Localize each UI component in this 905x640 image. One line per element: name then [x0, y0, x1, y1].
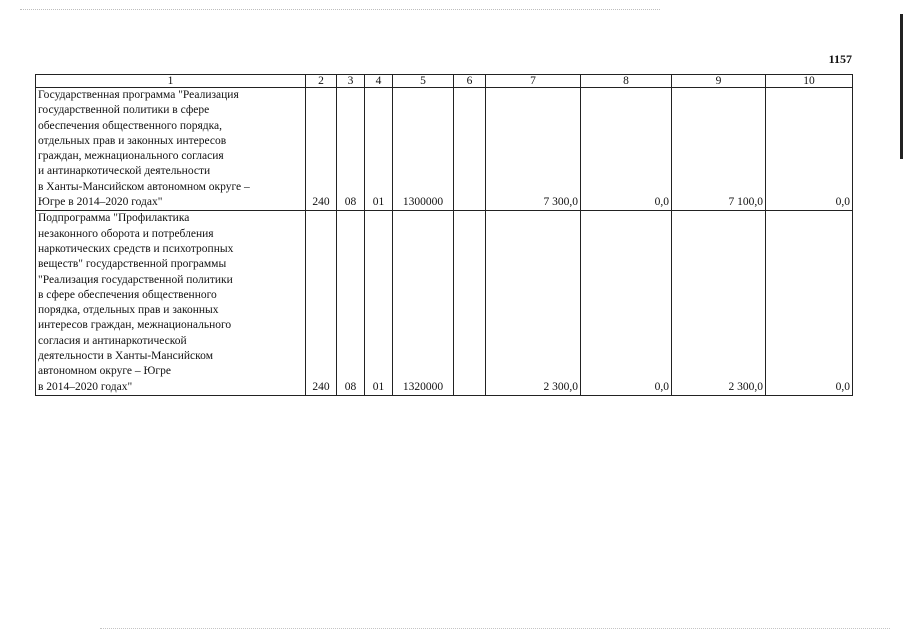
name-line: обеспечения общественного порядка,: [38, 119, 223, 132]
page-number: 1157: [828, 52, 852, 66]
cell-col-9: 2 300,0: [672, 211, 766, 396]
name-line: и антинаркотической деятельности: [38, 165, 211, 178]
subprogram-name-cell: [36, 211, 306, 396]
scan-artifact-top: [20, 9, 660, 11]
name-line: наркотических средств и психотропных: [38, 242, 234, 255]
cell-col-7: 2 300,0: [486, 211, 581, 396]
header-col-3: 3: [337, 75, 365, 88]
header-col-5: 5: [393, 75, 454, 88]
name-line: в сфере обеспечения общественного: [38, 288, 217, 301]
name-line: интересов граждан, межнационального: [38, 319, 232, 332]
name-line: незаконного оборота и потребления: [38, 227, 214, 240]
name-line: согласия и антинаркотической: [38, 334, 187, 347]
header-col-1: 1: [36, 75, 306, 88]
cell-col-5: 1300000: [393, 88, 454, 211]
budget-table: [35, 74, 853, 396]
cell-col-2: 240: [306, 211, 337, 396]
name-line: веществ" государственной программы: [38, 258, 227, 271]
cell-col-7: 7 300,0: [486, 88, 581, 211]
table-row: [36, 88, 853, 211]
scan-artifact-bottom: [100, 628, 890, 630]
cell-col-4: 01: [365, 88, 393, 211]
name-line: деятельности в Ханты-Мансийском: [38, 350, 213, 363]
header-col-4: 4: [365, 75, 393, 88]
cell-col-5: 1320000: [393, 211, 454, 396]
header-col-7: 7: [486, 75, 581, 88]
name-line: "Реализация государственной политики: [38, 273, 233, 286]
cell-col-9: 7 100,0: [672, 88, 766, 211]
program-name-cell: [36, 88, 306, 211]
cell-col-2: 240: [306, 88, 337, 211]
scan-artifact-right-edge: [900, 14, 903, 159]
header-col-8: 8: [581, 75, 672, 88]
header-col-9: 9: [672, 75, 766, 88]
cell-col-3: 08: [337, 88, 365, 211]
table-row: [36, 211, 853, 396]
name-line: Югре в 2014–2020 годах": [38, 196, 163, 209]
name-line: в 2014–2020 годах": [38, 380, 133, 393]
name-line: автономном округе – Югре: [38, 365, 171, 378]
cell-col-8: 0,0: [581, 88, 672, 211]
name-line: отдельных прав и законных интересов: [38, 134, 227, 147]
cell-col-8: 0,0: [581, 211, 672, 396]
header-col-2: 2: [306, 75, 337, 88]
name-line: Государственная программа "Реализация: [38, 89, 239, 101]
name-line: в Ханты-Мансийском автономном округе –: [38, 180, 250, 193]
cell-col-4: 01: [365, 211, 393, 396]
cell-col-10: 0,0: [766, 211, 853, 396]
cell-col-6: [454, 88, 486, 211]
cell-col-10: 0,0: [766, 88, 853, 211]
name-line: Подпрограмма "Профилактика: [38, 212, 190, 225]
name-line: порядка, отдельных прав и законных: [38, 304, 219, 317]
cell-col-6: [454, 211, 486, 396]
header-col-6: 6: [454, 75, 486, 88]
cell-col-3: 08: [337, 211, 365, 396]
header-row: [36, 75, 853, 88]
name-line: государственной политики в сфере: [38, 104, 210, 117]
name-line: граждан, межнационального согласия: [38, 150, 224, 163]
header-col-10: 10: [766, 75, 853, 88]
